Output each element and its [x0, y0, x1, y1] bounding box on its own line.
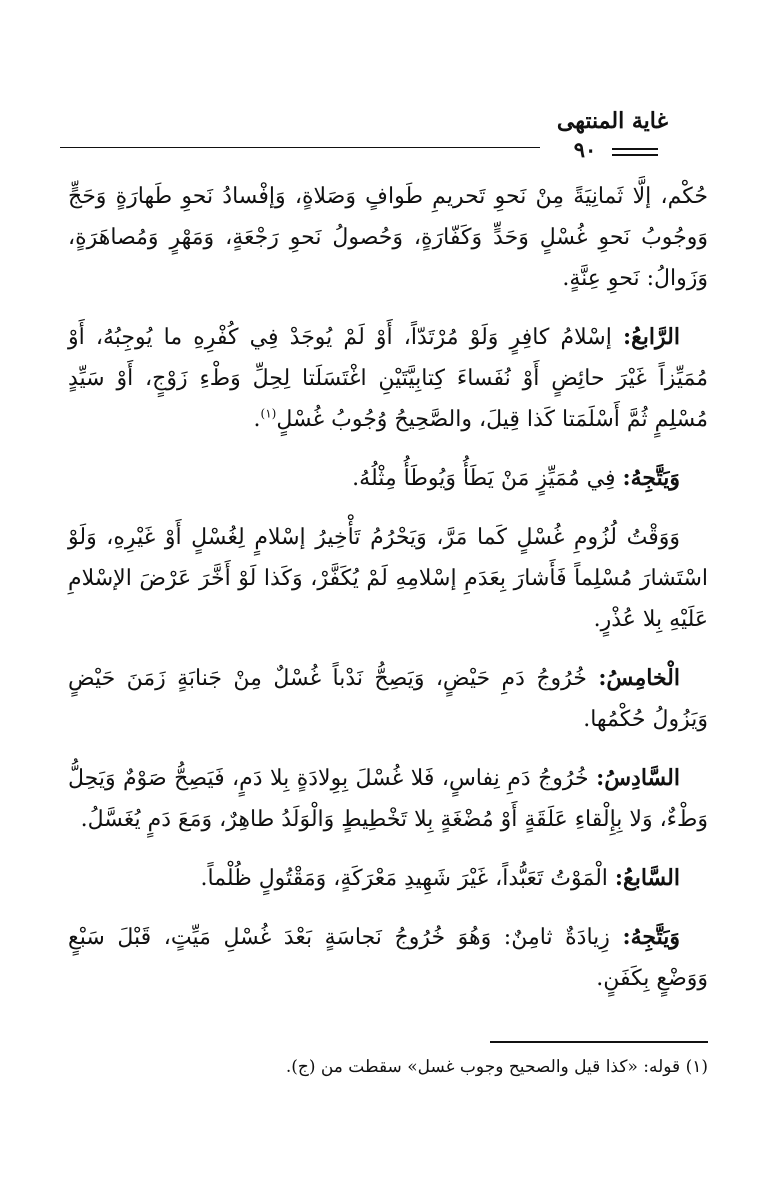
term-khamis: الْخامِسُ:: [598, 665, 680, 691]
paragraph-yattajih-1-text: فِي مُمَيِّزٍ مَنْ يَطَأُ وَيُوطَأُ مِثْلُهُ.: [352, 466, 623, 491]
paragraph-1: [68, 176, 708, 299]
running-title: غاية المنتهى: [556, 108, 668, 134]
footnote-ref-1[interactable]: (١): [260, 406, 277, 421]
paragraph-khamis-text: خُرُوجُ دَمِ حَيْضٍ، وَيَصِحُّ نَدْباً غُسْلٌ مِنْ جَنابَةٍ زَمَنَ حَيْضٍ وَيَزُولُ حُكْمُها.: [68, 666, 708, 732]
paragraph-waqt-text: وَوَقْتُ لُزُومِ غُسْلٍ كَما مَرَّ، وَيَحْرُمُ تَأْخِيرُ إسْلامٍ لِغُسْلٍ أَوْ غَيْرِهِ، وَلَوْ اسْتَشارَ مُسْلِماً فَأَشارَ بِعَدَمِ إسْلامِهِ لَمْ يُكَفَّرْ، وَكَذا لَوْ أَخَّرَ عَرْضَ الإسْلامِ عَلَيْهِ بِلا عُذْرٍ.: [68, 525, 708, 632]
paragraph-sadis: [68, 758, 708, 840]
paragraph-yattajih-2: [68, 917, 708, 999]
term-yattajih-2: وَيَتَّجِهُ:: [622, 924, 680, 950]
term-rabi: الرَّابعُ:: [622, 324, 680, 350]
header-double-rule: [612, 148, 658, 156]
paragraph-rabi: [68, 317, 708, 440]
paragraph-sadis-text: خُرُوجُ دَمِ نِفاسٍ، فَلا غُسْلَ بِوِلادَةٍ بِلا دَمٍ، فَيَصِحُّ صَوْمٌ وَيَحِلُّ وَطْءٌ، وَلا بِإِلْقاءِ عَلَقَةٍ أَوْ مُضْغَةٍ بِلا تَخْطِيطٍ وَالْوَلَدُ طاهِرٌ، وَمَعَ دَمٍ يُغَسَّلُ.: [68, 766, 708, 832]
paragraph-yattajih-1: [68, 458, 708, 499]
footnote-rule: [490, 1041, 708, 1043]
page-number: ٩٠: [573, 137, 597, 162]
body-text: [68, 176, 708, 1017]
paragraph-yattajih-2-text: زِيادَةٌ ثامِنٌ: وَهُوَ خُرُوجُ نَجاسَةٍ بَعْدَ غُسْلِ مَيِّتٍ، قَبْلَ سَبْعٍ وَوَضْعٍ بِكَفَنٍ.: [68, 925, 708, 991]
term-yattajih-1: وَيَتَّجِهُ:: [622, 465, 680, 491]
term-sabi: السَّابعُ:: [614, 865, 680, 891]
footnote: (١) قوله: «كذا قيل والصحيح وجوب غسل» سقطت من (ج).: [285, 1057, 708, 1077]
paragraph-rabi-tail: .: [253, 407, 261, 432]
paragraph-rabi-text: إسْلامُ كافِرٍ وَلَوْ مُرْتَدّاً، أَوْ لَمْ يُوجَدْ فِي كُفْرِهِ ما يُوجِبُهُ، أَوْ مُمَيِّزاً غَيْرَ حائِضٍ أَوْ نُفَساءَ كِتابِيَّتَيْنِ اغْتَسَلَتا لِحِلِّ وَطْءِ زَوْجٍ، أَوْ سَيِّدٍ مُسْلِمٍ ثُمَّ أَسْلَمَتا كَذا قِيلَ، والصَّحِيحُ وُجُوبُ غُسْلٍ: [68, 325, 708, 432]
paragraph-1-text: حُكْم، إلَّا ثَمانِيَةً مِنْ نَحوِ تَحريمِ طَوافٍ وَصَلاةٍ، وَإفْسادُ نَحوِ طَهارَةٍ وَحَجٍّ وَوجُوبُ نَحوِ غُسْلٍ وَحَدٍّ وَكَفّارَةٍ، وَحُصولُ نَحوِ رَجْعَةٍ، وَمَهْرٍ وَمُصاهَرَةٍ، وَزَوالُ: نَحوِ عِنَّةٍ.: [68, 184, 708, 291]
term-sadis: السَّادِسُ:: [596, 765, 680, 791]
paragraph-waqt: [68, 517, 708, 640]
paragraph-sabi: [68, 858, 708, 899]
paragraph-khamis: [68, 658, 708, 740]
paragraph-sabi-text: الْمَوْتُ تَعَبُّداً، غَيْرَ شَهِيدِ مَعْرَكَةٍ، وَمَقْتُولٍ ظُلْماً.: [200, 866, 615, 891]
header-rule: [60, 147, 540, 148]
